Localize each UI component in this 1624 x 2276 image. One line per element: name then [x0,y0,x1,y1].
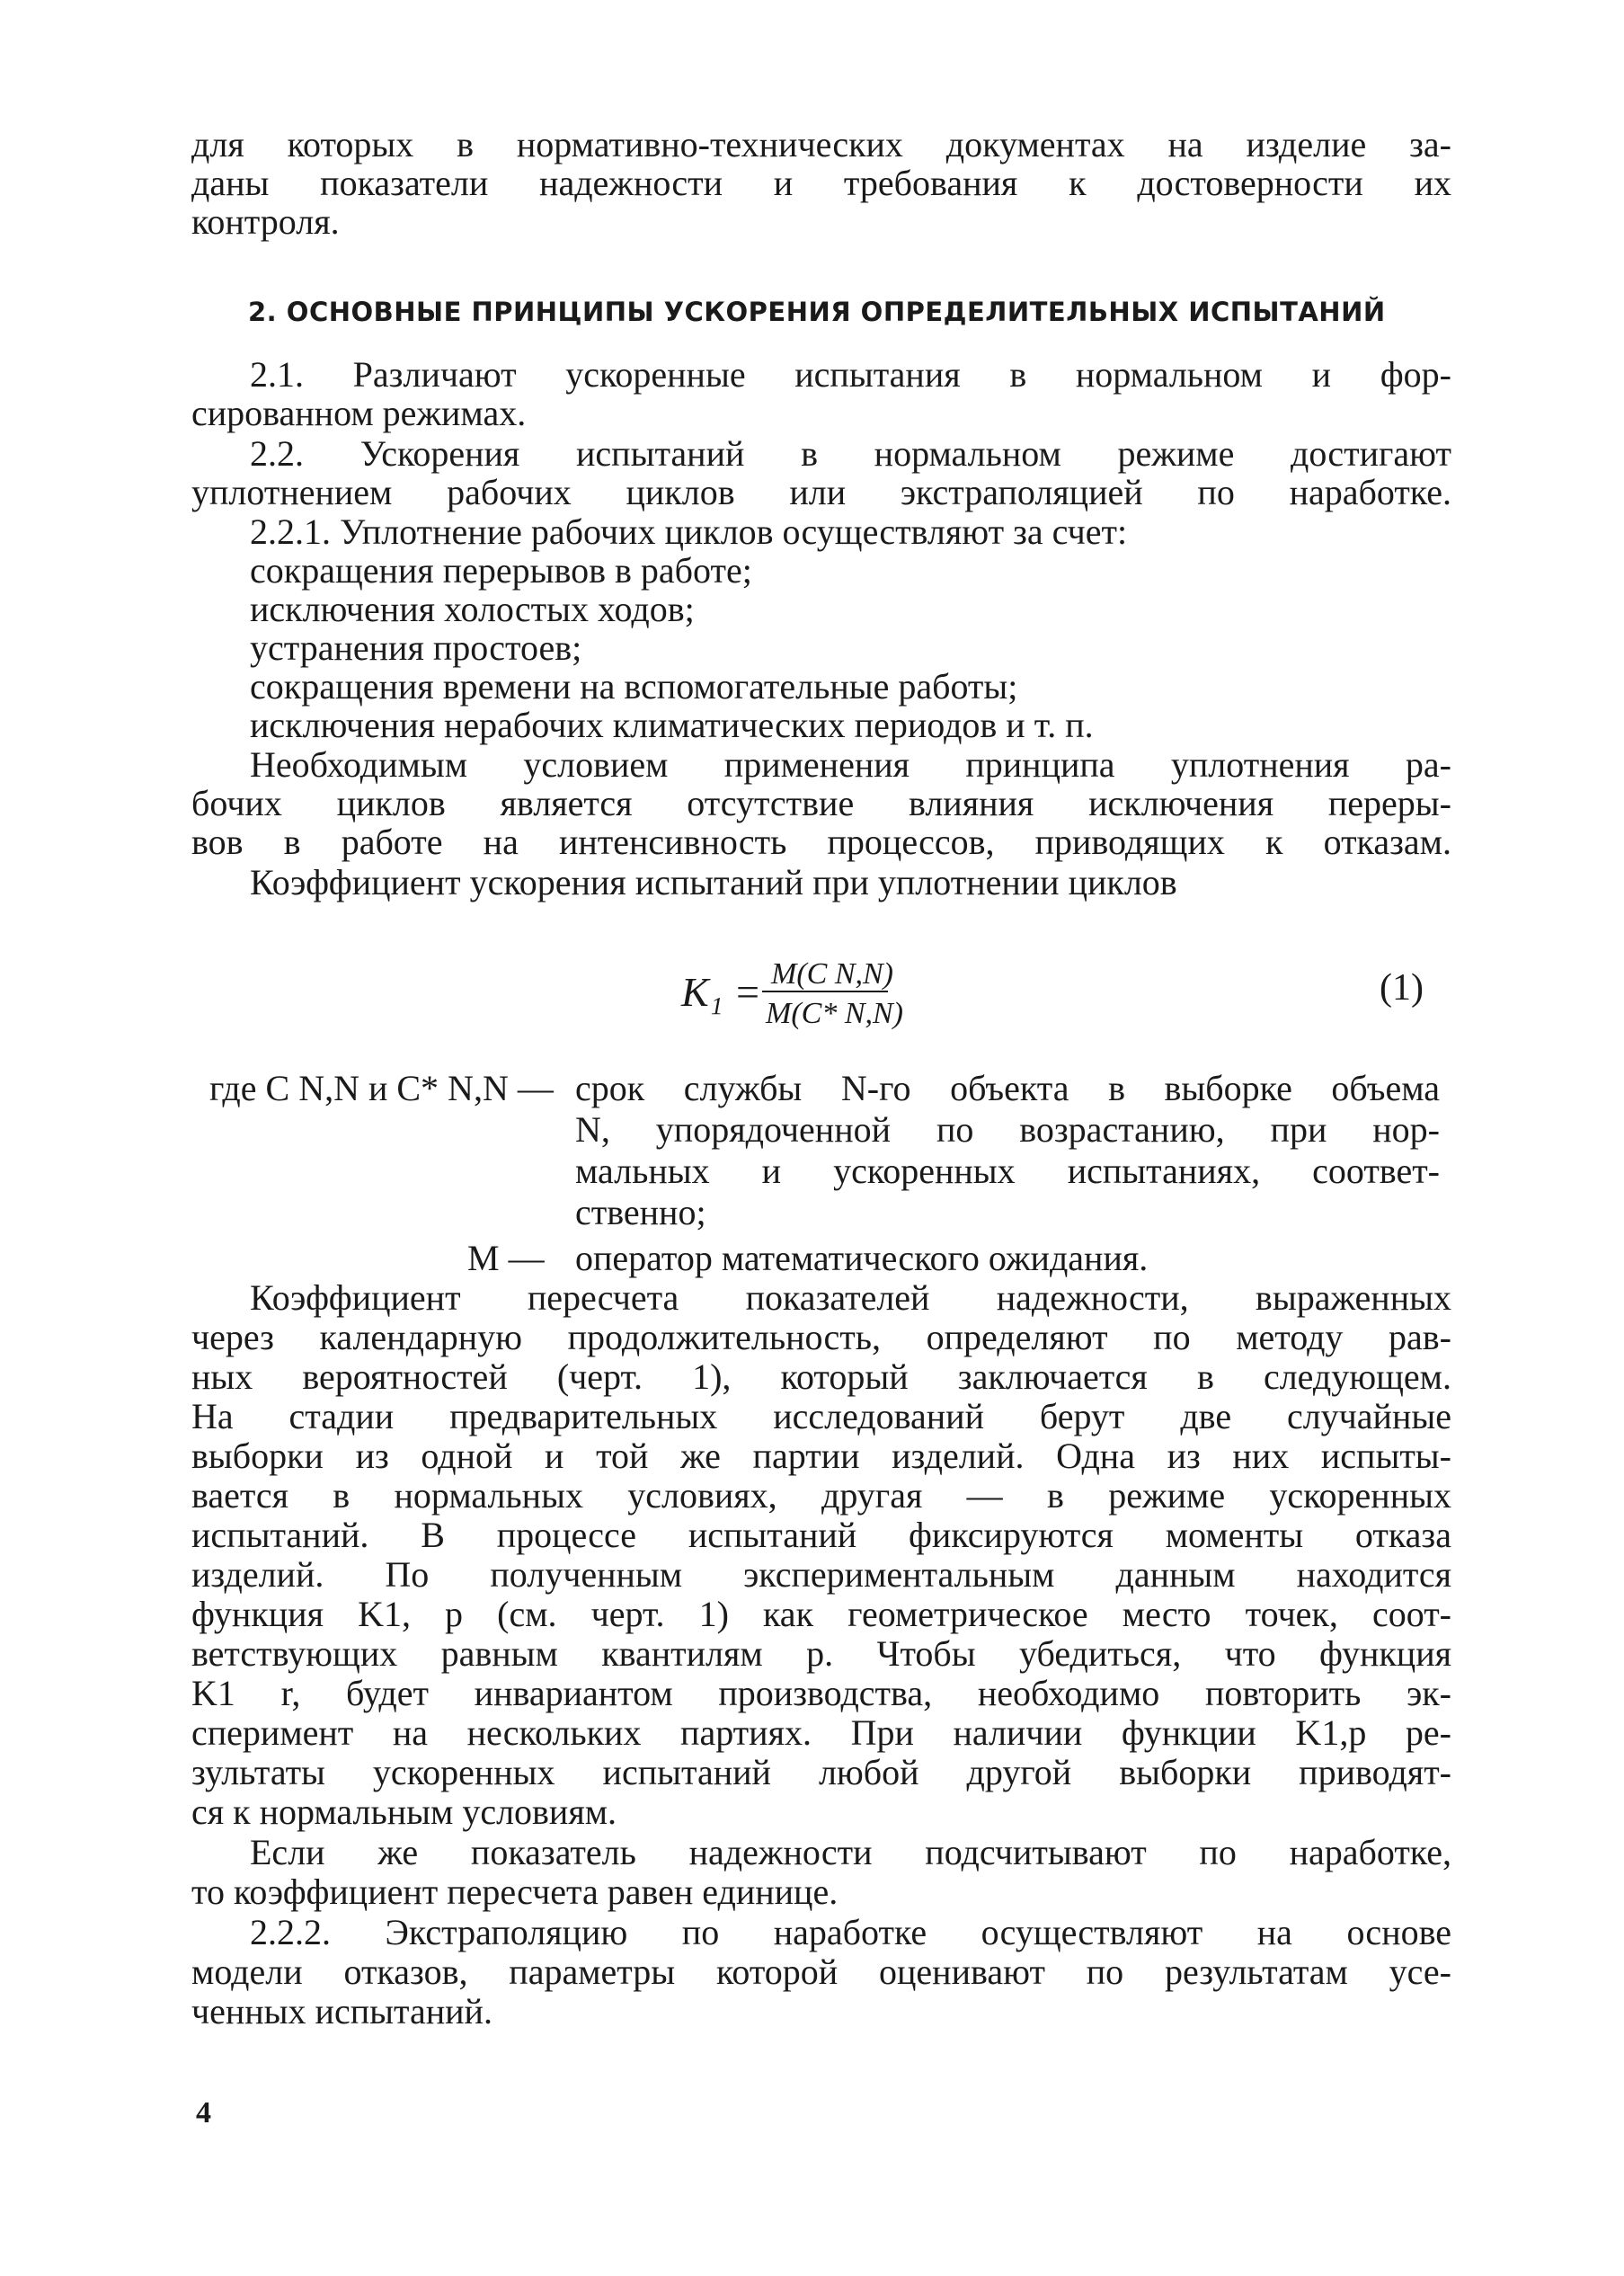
recalc-line-8: изделий. По полученным экспериментальным данным находится [191,1554,1451,1595]
intro-line-2: даны показатели надежности и требования к достоверности их [191,163,1451,203]
where-lead: где C N,N и C* N,N — [209,1068,554,1108]
unity-line-1: Если же показатель надежности подсчитывают по наработке, [250,1832,1451,1872]
p221-line-1: 2.2.1. Уплотнение рабочих циклов осуществляют за счет: [250,511,1128,552]
p222-line-3: ченных испытаний. [191,1991,493,2032]
condition-line-1: Необходимым условием применения принципа уплотнения ра- [250,744,1451,785]
where-desc-line-4: ственно; [575,1192,706,1232]
formula-denominator: M(C* N,N) [766,997,903,1030]
where-m-desc: оператор математического ожидания. [575,1238,1149,1278]
recalc-line-10: ветствующих равным квантилям p. Чтобы убедиться, что функция [191,1633,1451,1674]
recalc-line-12: сперимент на нескольких партиях. При наличии функции K1,p ре- [191,1712,1451,1753]
recalc-line-7: испытаний. В процессе испытаний фиксируются моменты отказа [191,1515,1451,1555]
formula-lhs: K₁ = [681,969,762,1015]
p21-line-1: 2.1. Различают ускоренные испытания в нормальном и фор- [250,354,1451,395]
p221-item-1: сокращения перерывов в работе; [250,550,752,591]
recalc-line-1: Коэффициент пересчета показателей надежности, выраженных [250,1277,1451,1318]
intro-line-3: контроля. [191,201,340,242]
equation-number: (1) [1380,967,1424,1009]
recalc-line-14: ся к нормальным условиям. [191,1791,617,1832]
p221-item-5: исключения нерабочих климатических периодов и т. п. [250,705,1094,745]
recalc-line-4: На стадии предварительных исследований берут две случайные [191,1396,1451,1436]
coef-intro: Коэффициент ускорения испытаний при уплотнении циклов [250,862,1177,902]
section-heading: 2. ОСНОВНЫЕ ПРИНЦИПЫ УСКОРЕНИЯ ОПРЕДЕЛИТЕЛЬНЫХ ИСПЫТАНИЙ [248,297,1386,327]
recalc-line-6: вается в нормальных условиях, другая — в режиме ускоренных [191,1475,1451,1516]
recalc-line-2: через календарную продолжительность, определяют по методу рав- [191,1317,1451,1357]
p221-item-3: устранения простоев; [250,627,582,668]
unity-line-2: то коэффициент пересчета равен единице. [191,1871,839,1912]
recalc-line-13: зультаты ускоренных испытаний любой другой выборки приводят- [191,1752,1451,1792]
p22-line-1: 2.2. Ускорения испытаний в нормальном режиме достигают [250,433,1451,474]
where-desc-line-1: срок службы N-го объекта в выборке объема [575,1068,1440,1108]
p222-line-2: модели отказов, параметры которой оценивают по результатам усе- [191,1951,1451,1992]
recalc-line-5: выборки из одной и той же партии изделий. Одна из них испыты- [191,1436,1451,1476]
formula-numerator: M(C N,N) [771,957,893,991]
fraction-bar [762,991,888,992]
formula-k1 [681,955,951,1045]
p222-line-1: 2.2.2. Экстраполяцию по наработке осуществляют на основе [250,1912,1451,1952]
condition-line-2: бочих циклов является отсутствие влияния исключения переры- [191,783,1451,823]
intro-line-1: для которых в нормативно-технических документах на изделие за- [191,124,1451,164]
page-number: 4 [196,2096,211,2129]
where-desc-line-2: N, упорядоченной по возрастанию, при нор- [575,1109,1440,1150]
where-desc-line-3: мальных и ускоренных испытаниях, соответ- [575,1151,1440,1191]
p221-item-4: сокращения времени на вспомогательные работы; [250,666,1018,707]
recalc-line-3: ных вероятностей (черт. 1), который заключается в следующем. [191,1356,1451,1397]
p21-line-2: сированном режимах. [191,393,527,433]
condition-line-3: вов в работе на интенсивность процессов, приводящих к отказам. [191,822,1451,862]
where-m-symbol: M — [467,1238,545,1278]
p22-line-2: уплотнением рабочих циклов или экстраполяцией по наработке. [191,472,1451,512]
p221-item-2: исключения холостых ходов; [250,589,695,629]
recalc-line-9: функция K1, p (см. черт. 1) как геометрическое место точек, соот- [191,1594,1451,1634]
recalc-line-11: K1 r, будет инвариантом производства, необходимо повторить эк- [191,1673,1451,1713]
